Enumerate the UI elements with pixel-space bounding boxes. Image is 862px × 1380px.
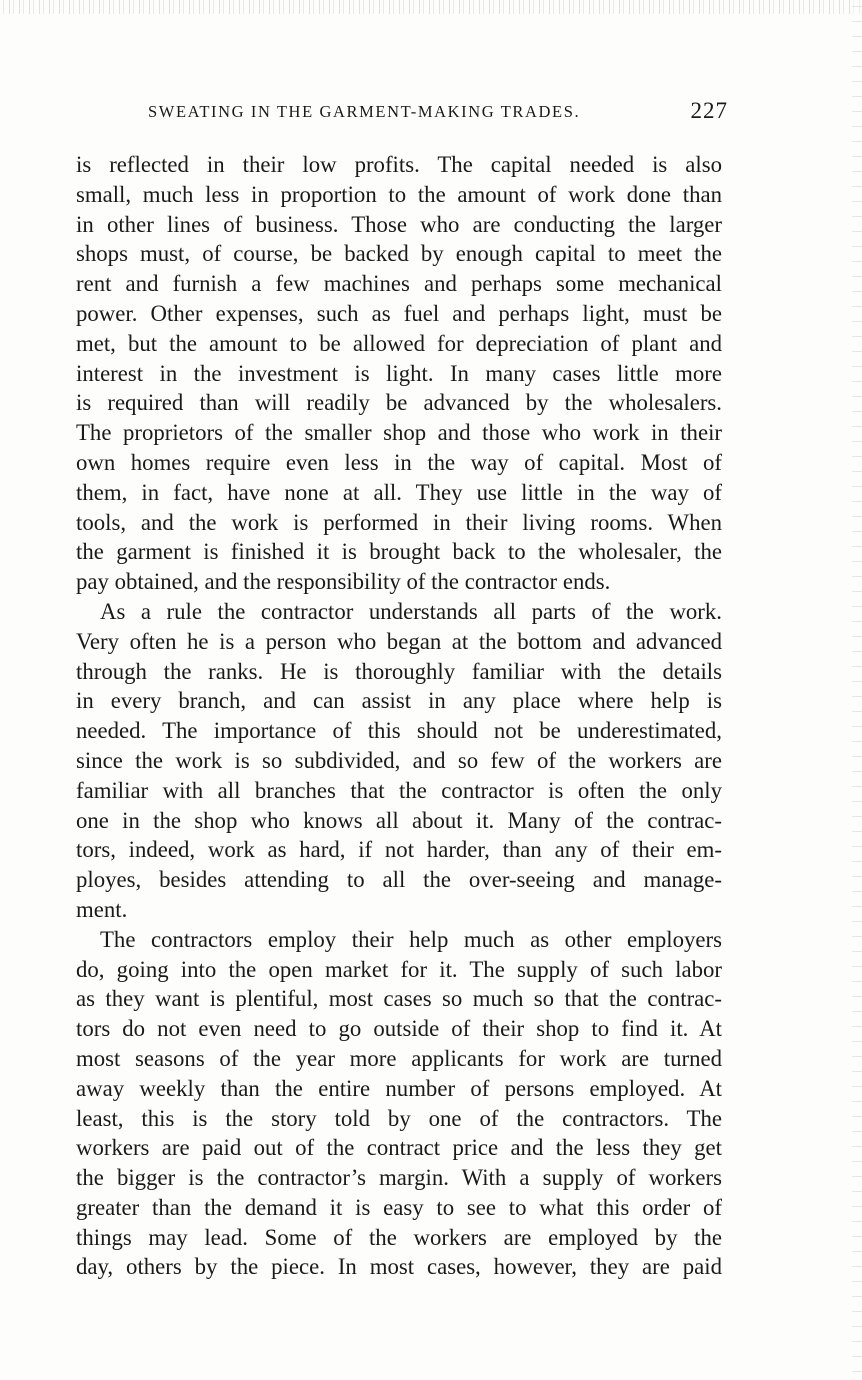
text-line: shops must, of course, be backed by enough capital to meet the [76,241,722,267]
text-line: the garment is finished it is brought back to the wholesaler, the [76,539,722,565]
body-text [76,150,722,1282]
text-line: as they want is plentiful, most cases so much so that the contrac- [76,986,722,1012]
text-line: pay obtained, and the responsibility of the contractor ends. [76,569,611,595]
text-line: since the work is so subdivided, and so few of the workers are [76,747,722,773]
text-line: workers are paid out of the contract price and the less they get [76,1135,722,1161]
text-line: one in the shop who knows all about it. Many of the contrac- [76,807,722,833]
text-line: least, this is the story told by one of the contractors. The [76,1105,722,1131]
paragraph-3 [76,925,722,1283]
text-line: tors do not even need to go outside of their shop to find it. At [76,1016,722,1042]
text-line: small, much less in proportion to the amount of work done than [76,181,722,207]
text-line: familiar with all branches that the contractor is often the only [76,777,722,803]
text-line: own homes require even less in the way of capital. Most of [76,449,722,475]
text-line: The contractors employ their help much as other employers [100,926,722,952]
text-line: them, in fact, have none at all. They use little in the way of [76,479,722,505]
text-line: the bigger is the contractor’s margin. With a supply of workers [76,1165,722,1191]
paragraph-1 [76,150,722,597]
text-line: Very often he is a person who began at the bottom and advanced [76,628,722,654]
text-line: As a rule the contractor understands all parts of the work. [100,598,722,624]
text-line: ployes, besides attending to all the over-seeing and manage- [76,867,722,893]
text-line: most seasons of the year more applicants for work are turned [76,1045,722,1071]
text-line: interest in the investment is light. In many cases little more [76,360,722,386]
text-line: is required than will readily be advanced by the wholesalers. [76,390,722,416]
page-number: 227 [690,98,728,123]
text-line: in every branch, and can assist in any place where help is [76,688,722,714]
text-line: needed. The importance of this should not be underestimated, [76,718,722,744]
text-line: through the ranks. He is thoroughly familiar with the details [76,658,722,684]
text-line: The proprietors of the smaller shop and those who work in their [76,420,722,446]
text-line: ment. [76,896,128,922]
text-line: power. Other expenses, such as fuel and perhaps light, must be [76,300,722,326]
text-line: day, others by the piece. In most cases, however, they are paid [76,1254,722,1280]
running-title: SWEATING IN THE GARMENT-MAKING TRADES. [148,102,581,121]
text-line: in other lines of business. Those who are conducting the larger [76,211,722,237]
running-head [148,98,728,128]
text-line: tors, indeed, work as hard, if not harder, than any of their em- [76,837,722,863]
text-line: rent and furnish a few machines and perhaps some mechanical [76,271,722,297]
text-line: met, but the amount to be allowed for depreciation of plant and [76,330,722,356]
text-line: greater than the demand it is easy to see to what this order of [76,1194,722,1220]
paragraph-2 [76,597,722,925]
text-line: things may lead. Some of the workers are employed by the [76,1224,722,1250]
text-line: is reflected in their low profits. The capital needed is also [76,152,722,177]
scan-edge-right [852,0,862,1380]
text-line: do, going into the open market for it. The supply of such labor [76,956,722,982]
text-line: tools, and the work is performed in their living rooms. When [76,509,722,535]
scan-edge-top [0,0,862,14]
text-line: away weekly than the entire number of persons employed. At [76,1075,722,1101]
